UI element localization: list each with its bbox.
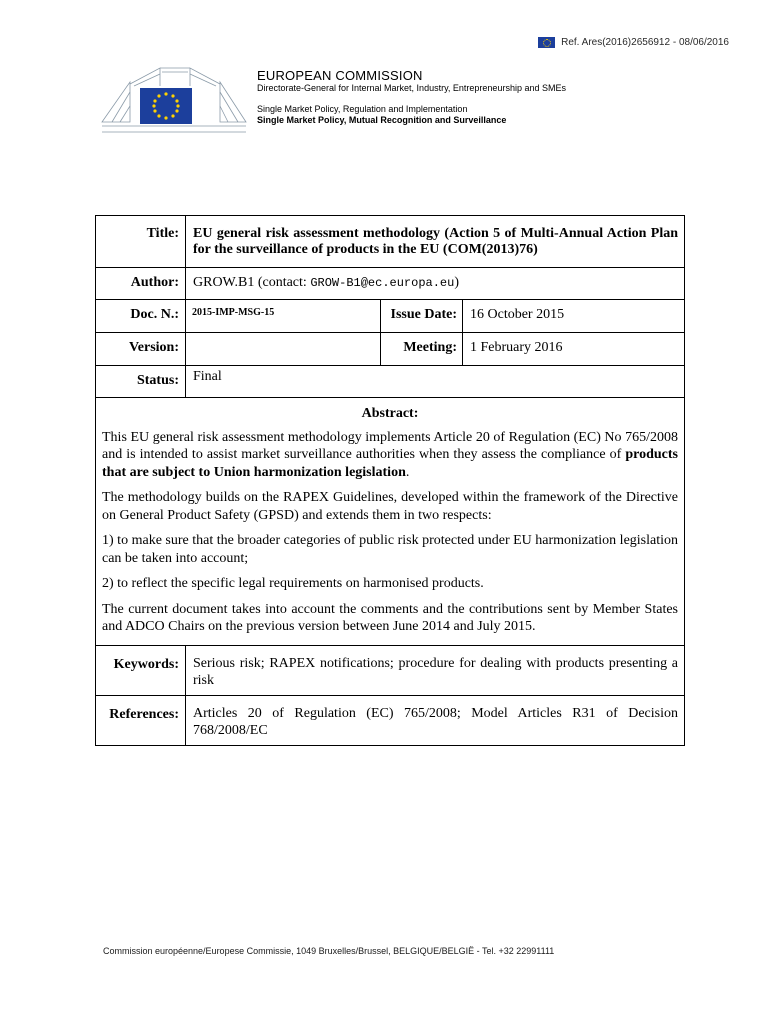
abstract-heading: Abstract: (361, 406, 419, 421)
doc-number-value: 2015-IMP-MSG-15 (186, 300, 381, 332)
european-commission-logo (100, 62, 248, 140)
doc-number-label: Doc. N.: (96, 300, 186, 332)
meeting-value: 1 February 2016 (470, 340, 563, 355)
version-row (96, 333, 684, 366)
author-value (186, 268, 684, 299)
abstract-paragraph-1 (102, 429, 678, 482)
unit-line-1: Single Market Policy, Regulation and Implementation (257, 104, 468, 114)
eu-flag-icon (538, 37, 555, 48)
abstract-paragraph-4: 2) to reflect the specific legal requirements on harmonised products. (102, 576, 484, 591)
references-value: Articles 20 of Regulation (EC) 765/2008; Model Articles R31 of Decision 768/2008/EC (193, 705, 678, 738)
author-row (96, 268, 684, 300)
organisation-block (257, 68, 566, 126)
directorate-name: Directorate-General for Internal Market, Industry, Entrepreneurship and SMEs (257, 83, 566, 93)
references-label: References: (96, 696, 186, 745)
status-label: Status: (96, 366, 186, 397)
abstract-paragraph-2: The methodology builds on the RAPEX Guidelines, developed within the framework of the Directive on General Product Safety (GPSD) and extends them in two respects: (102, 490, 678, 523)
doc-number-row (96, 300, 684, 333)
title-value: EU general risk assessment methodology (Action 5 of Multi-Annual Action Plan for the surveillance of products in the EU (COM(2013)76) (193, 226, 678, 257)
issue-date-value: 16 October 2015 (470, 307, 565, 322)
author-email-link[interactable]: GROW-B1@ec.europa.eu (310, 276, 455, 290)
document-info-table (95, 215, 685, 746)
abstract-paragraph-3: 1) to make sure that the broader categories of public risk protected under EU harmonization legislation can be taken into account; (102, 533, 678, 566)
abstract-section (96, 398, 684, 646)
reference-stamp (538, 37, 729, 48)
abstract-paragraph-5: The current document takes into account the comments and the contributions sent by Member States and ADCO Chairs on the previous version between June 2014 and July 2015. (102, 601, 678, 634)
keywords-label: Keywords: (96, 646, 186, 695)
abstract-p1-emphasis: products that are subject to Union harmonization legislation (102, 447, 678, 480)
keywords-row (96, 646, 684, 696)
author-prefix: GROW.B1 (contact: (193, 275, 311, 290)
footer-address: Commission européenne/Europese Commissie, 1049 Bruxelles/Brussel, BELGIQUE/BELGIË - Tel. +32 22991111 (103, 946, 555, 956)
keywords-value: Serious risk; RAPEX notifications; procedure for dealing with products presenting a risk (193, 655, 678, 688)
status-row (96, 366, 684, 398)
issue-date-label: Issue Date: (381, 300, 463, 332)
title-label: Title: (96, 216, 186, 267)
author-suffix: ) (454, 275, 460, 290)
version-value (186, 333, 381, 365)
title-row (96, 216, 684, 268)
abstract-p1-end: . (405, 464, 410, 480)
status-value: Final (193, 369, 222, 384)
reference-text: Ref. Ares(2016)2656912 - 08/06/2016 (561, 37, 729, 48)
author-label: Author: (96, 268, 186, 299)
meeting-label: Meeting: (381, 333, 463, 365)
version-label: Version: (96, 333, 186, 365)
references-row (96, 696, 684, 745)
abstract-p1-text: This EU general risk assessment methodology implements Article 20 of Regulation (EC) No 765/2008 and is intended to assist market surveillance authorities when they assess the compliance of (102, 429, 678, 462)
organisation-name: EUROPEAN COMMISSION (257, 68, 423, 83)
unit-line-2: Single Market Policy, Mutual Recognition and Surveillance (257, 115, 507, 125)
